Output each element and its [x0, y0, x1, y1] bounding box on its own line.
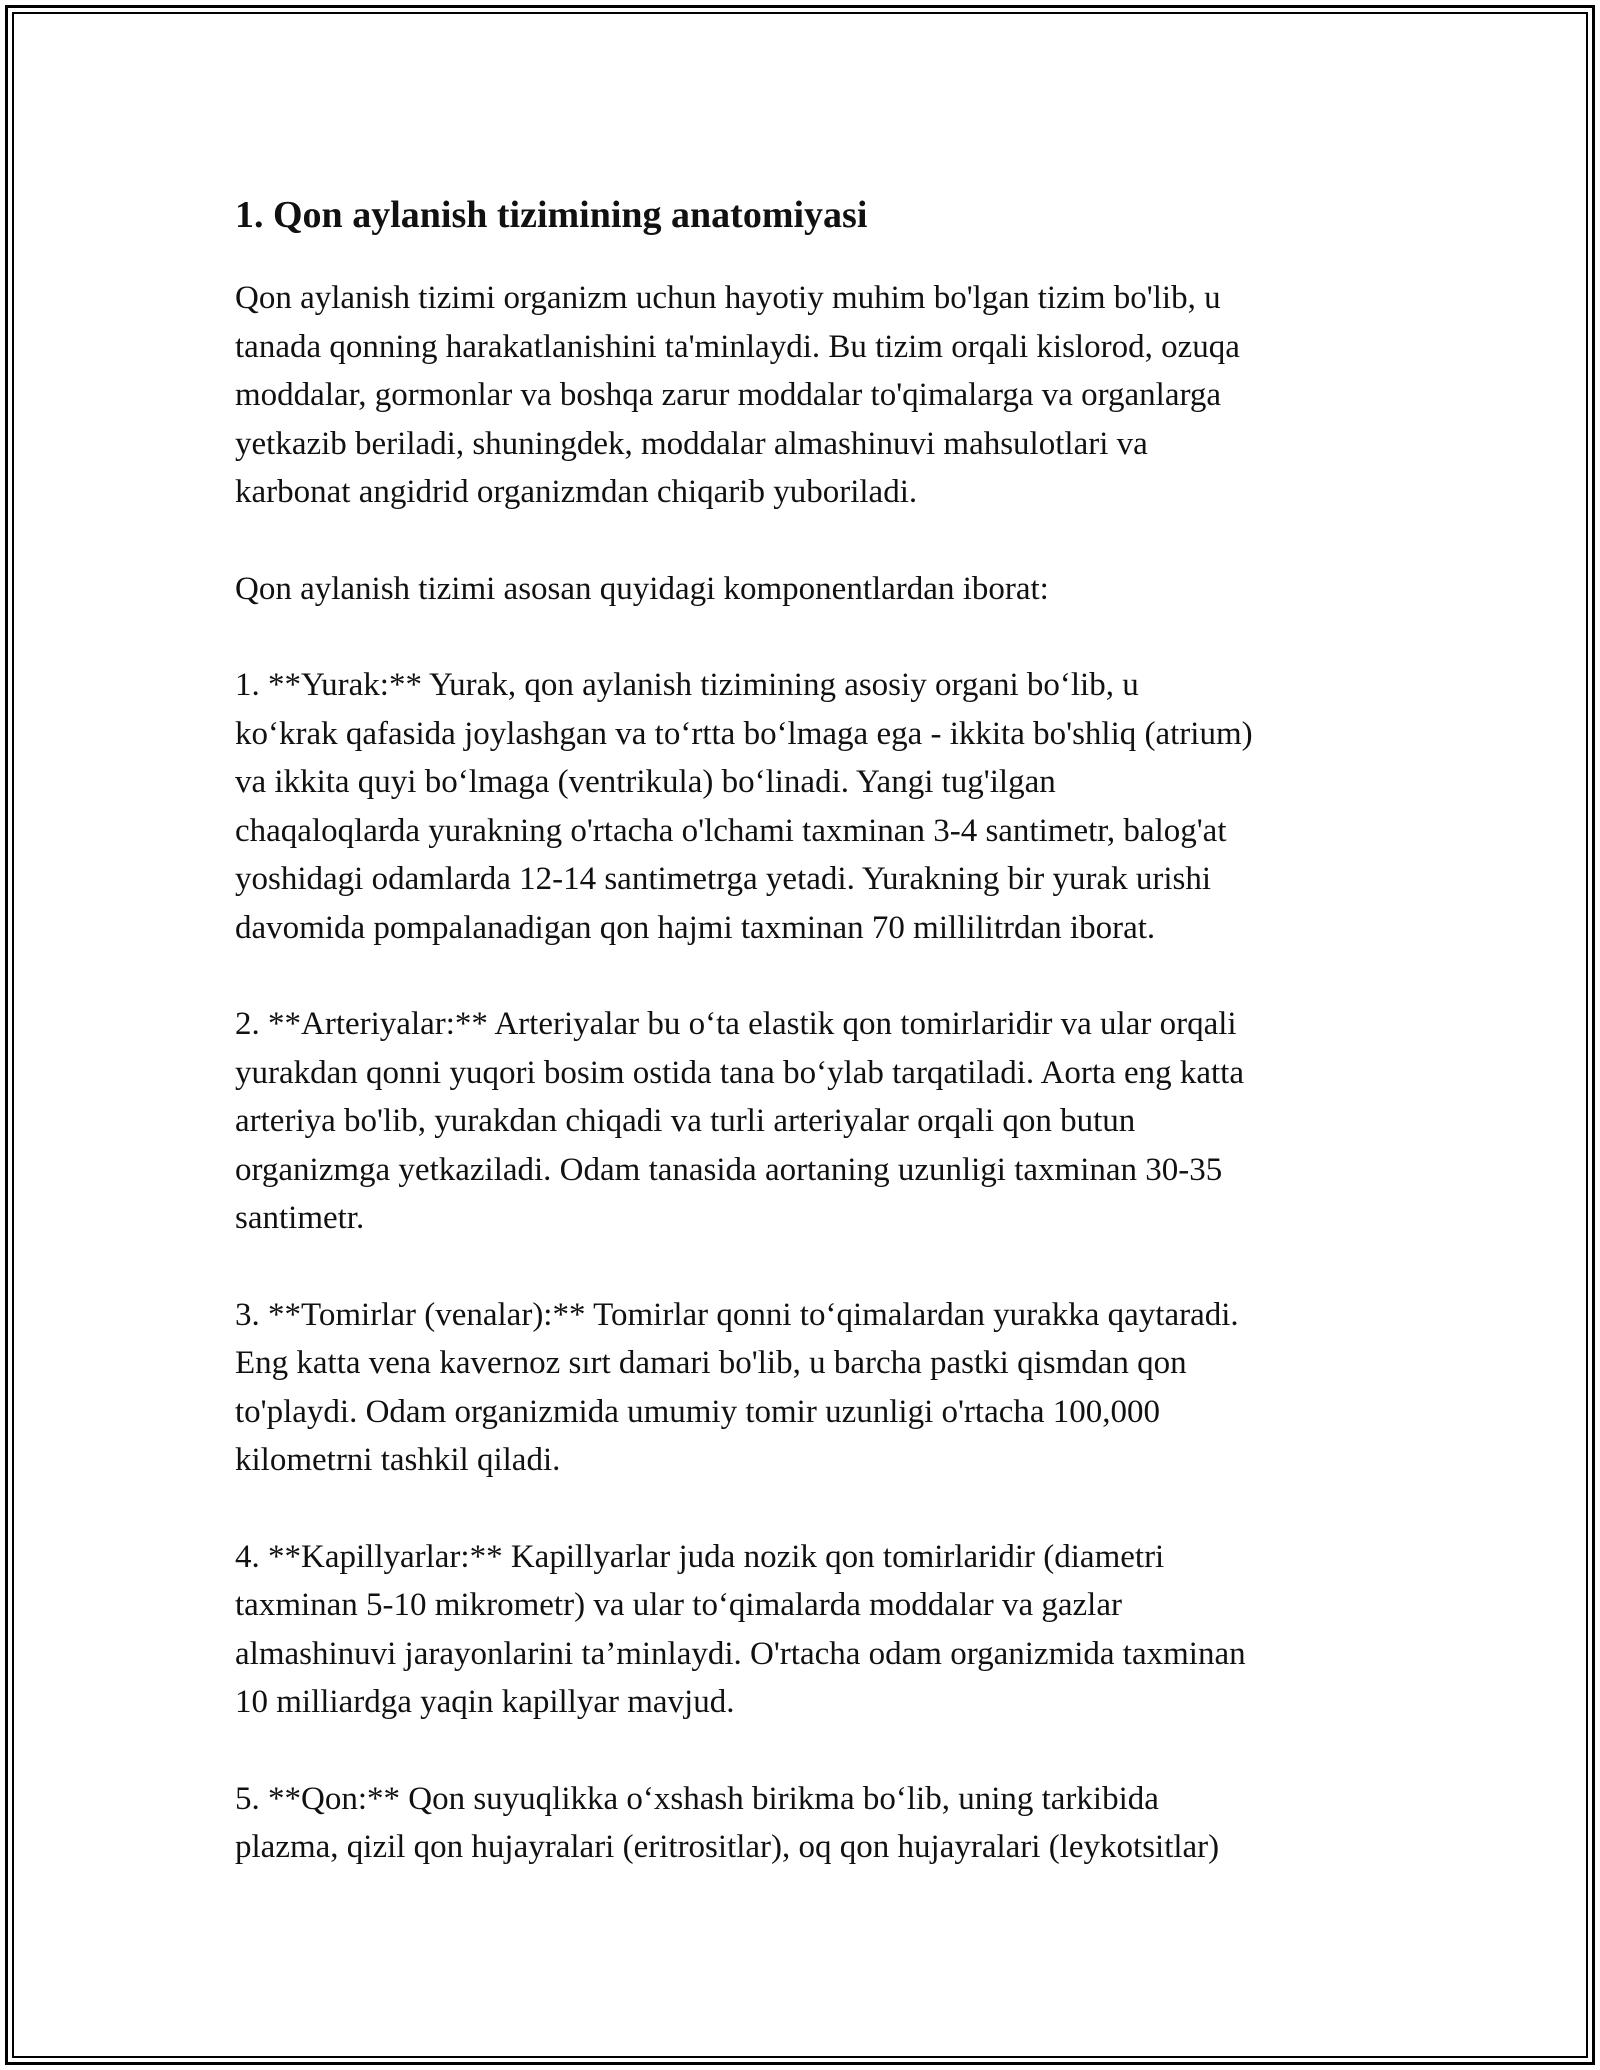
heart-paragraph: 1. **Yurak:** Yurak, qon aylanish tizimining asosiy organi bo‘lib, u ko‘krak qafasida joylashgan va to‘rtta bo‘lmaga ega - ikkita bo'shliq (atrium) va ikkita quyi bo‘lmaga (ventrikula) bo‘linadi. Yangi tug'ilgan chaqaloqlarda yurakning o'rtacha o'lchami taxminan 3-4 santimetr, balog'at yoshidagi odamlarda 12-14 santimetrga yetadi. Yurakning bir yurak urishi davomida pompalanadigan qon hajmi taxminan 70 millilitrdan iborat. [235, 667, 1253, 946]
intro-paragraph: Qon aylanish tizimi organizm uchun hayotiy muhim bo'lgan tizim bo'lib, u tanada qonning harakatlanishini ta'minlaydi. Bu tizim orqali kislorod, ozuqa moddalar, gormonlar va boshqa zarur moddalar to'qimalarga va organlarga yetkazib beriladi, shuningdek, moddalar almashinuvi mahsulotlari va karbonat angidrid organizmdan chiqarib yuboriladi. [235, 280, 1240, 510]
capillaries-paragraph: 4. **Kapillyarlar:** Kapillyarlar juda nozik qon tomirlaridir (diametri taxminan 5-10 mikrometr) va ular to‘qimalarda moddalar va gazlar almashinuvi jarayonlarini ta’minlaydi. O'rtacha odam organizmida taxminan 10 milliardga yaqin kapillyar mavjud. [235, 1538, 1246, 1720]
document-page [235, 190, 1385, 1920]
blood-paragraph: 5. **Qon:** Qon suyuqlikka o‘xshash birikma bo‘lib, uning tarkibida plazma, qizil qon hujayralari (eritrositlar), oq qon hujayralari (leykotsitlar) [235, 1780, 1220, 1865]
section-heading: 1. Qon aylanish tizimining anatomiyasi [235, 194, 868, 236]
arteries-paragraph: 2. **Arteriyalar:** Arteriyalar bu o‘ta elastik qon tomirlaridir va ular orqali yurakdan qonni yuqori bosim ostida tana bo‘ylab tarqatiladi. Aorta eng katta arteriya bo'lib, yurakdan chiqadi va turli arteriyalar orqali qon butun organizmga yetkaziladi. Odam tanasida aortaning uzunligi taxminan 30-35 santimetr. [235, 1006, 1244, 1236]
components-intro-paragraph: Qon aylanish tizimi asosan quyidagi komponentlardan iborat: [235, 570, 1049, 607]
veins-paragraph: 3. **Tomirlar (venalar):** Tomirlar qonni to‘qimalardan yurakka qaytaradi. Eng katta vena kavernoz sırt damari bo'lib, u barcha pastki qismdan qon to'playdi. Odam organizmida umumiy tomir uzunligi o'rtacha 100,000 kilometrni tashkil qiladi. [235, 1296, 1239, 1478]
